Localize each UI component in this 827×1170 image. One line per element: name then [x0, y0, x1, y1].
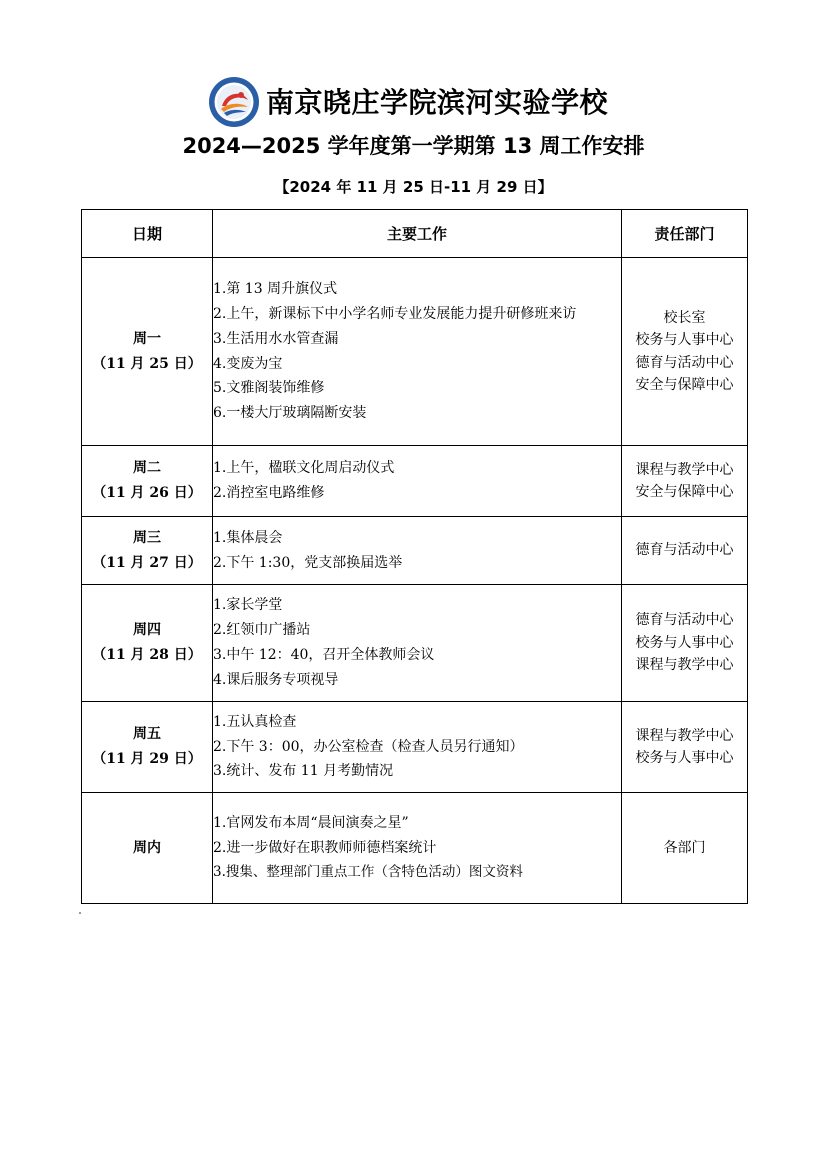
- department-cell: [622, 702, 748, 793]
- work-cell: [213, 517, 622, 585]
- department-name: 课程与教学中心: [635, 461, 734, 478]
- work-item: 2.红领巾广播站: [213, 622, 311, 639]
- table-header-row: [82, 210, 748, 258]
- work-item: 1.第 13 周升旗仪式: [213, 281, 338, 298]
- work-item: 5.文雅阁装饰维修: [213, 380, 325, 397]
- department-name: 校长室: [663, 309, 706, 326]
- table-row-tuesday: [82, 446, 748, 517]
- work-item: 2.进一步做好在职教师师德档案统计: [213, 839, 437, 856]
- document-header: [0, 72, 827, 128]
- department-name: 德育与活动中心: [635, 542, 734, 559]
- table-row-within-week: [82, 793, 748, 904]
- work-cell: [213, 702, 622, 793]
- work-cell: [213, 793, 622, 904]
- department-name: 各部门: [663, 839, 706, 856]
- department-cell: [622, 585, 748, 702]
- department-name: 德育与活动中心: [635, 612, 734, 629]
- department-name: 安全与保障中心: [635, 377, 734, 393]
- work-item: 2.上午，新课标下中小学名师专业发展能力提升研修班来访: [213, 305, 577, 322]
- work-cell: [213, 258, 622, 446]
- work-item: 2.消控室电路维修: [213, 485, 325, 501]
- day-label: 周五: [133, 726, 161, 742]
- day-date: （11 月 25 日）: [92, 355, 202, 372]
- work-item: 3.统计、发布 11 月考勤情况: [213, 763, 394, 780]
- page-footer-mark: [79, 912, 81, 914]
- day-cell: [82, 446, 213, 517]
- day-cell: [82, 702, 213, 793]
- work-item: 1.集体晨会: [213, 529, 283, 546]
- work-cell: [213, 585, 622, 702]
- day-label: 周二: [133, 460, 161, 476]
- work-cell: [213, 446, 622, 517]
- table-row-thursday: [82, 585, 748, 702]
- day-cell: [82, 585, 213, 702]
- table-row-wednesday: [82, 517, 748, 585]
- day-cell: [82, 793, 213, 904]
- day-label: 周内: [133, 839, 161, 856]
- day-cell: [82, 258, 213, 446]
- department-name: 校务与人事中心: [635, 634, 734, 651]
- school-name: 南京晓庄学院滨河实验学校: [266, 86, 609, 119]
- school-emblem-icon: [208, 76, 260, 128]
- department-name: 校务与人事中心: [635, 750, 734, 766]
- table-row-friday: [82, 702, 748, 793]
- weekly-schedule-table: [81, 209, 748, 904]
- department-name: 安全与保障中心: [635, 484, 734, 500]
- table-row-monday: [82, 258, 748, 446]
- department-name: 课程与教学中心: [635, 727, 734, 744]
- date-range: 【2024 年 11 月 25 日-11 月 29 日】: [274, 178, 553, 196]
- day-date: （11 月 28 日）: [92, 647, 202, 663]
- department-name: 课程与教学中心: [635, 657, 734, 674]
- work-item: 3.中午 12：40，召开全体教师会议: [213, 647, 435, 663]
- department-name: 德育与活动中心: [635, 354, 734, 371]
- work-item: 2.下午 1:30，党支部换届选举: [213, 554, 403, 571]
- document-title: 2024—2025 学年度第一学期第 13 周工作安排: [182, 134, 645, 158]
- work-item: 1.官网发布本周“晨间演奏之星”: [213, 814, 409, 831]
- day-cell: [82, 517, 213, 585]
- day-label: 周四: [133, 622, 161, 638]
- day-label: 周三: [133, 529, 161, 546]
- department-cell: [622, 446, 748, 517]
- department-cell: [622, 258, 748, 446]
- work-item: 4.课后服务专项视导: [213, 671, 339, 688]
- work-item: 1.五认真检查: [213, 713, 297, 730]
- department-cell: [622, 793, 748, 904]
- work-item: 4.变废为宝: [213, 355, 283, 372]
- work-item: 1.上午，楹联文化周启动仪式: [213, 460, 395, 477]
- work-item: 3.搜集、整理部门重点工作（含特色活动）图文资料: [213, 864, 523, 881]
- work-item: 1.家长学堂: [213, 597, 283, 614]
- department-cell: [622, 517, 748, 585]
- header-main-work: 主要工作: [213, 210, 622, 258]
- work-item: 6.一楼大厅玻璃隔断安装: [213, 405, 367, 422]
- day-date: （11 月 26 日）: [92, 485, 202, 501]
- day-date: （11 月 29 日）: [92, 751, 202, 767]
- department-name: 校务与人事中心: [635, 332, 734, 348]
- day-label: 周一: [133, 330, 161, 347]
- day-date: （11 月 27 日）: [92, 554, 202, 571]
- work-item: 3.生活用水水管查漏: [213, 330, 339, 347]
- header-department: 责任部门: [622, 210, 748, 258]
- work-item: 2.下午 3：00，办公室检查（检查人员另行通知）: [213, 738, 524, 755]
- header-date: 日期: [82, 210, 213, 258]
